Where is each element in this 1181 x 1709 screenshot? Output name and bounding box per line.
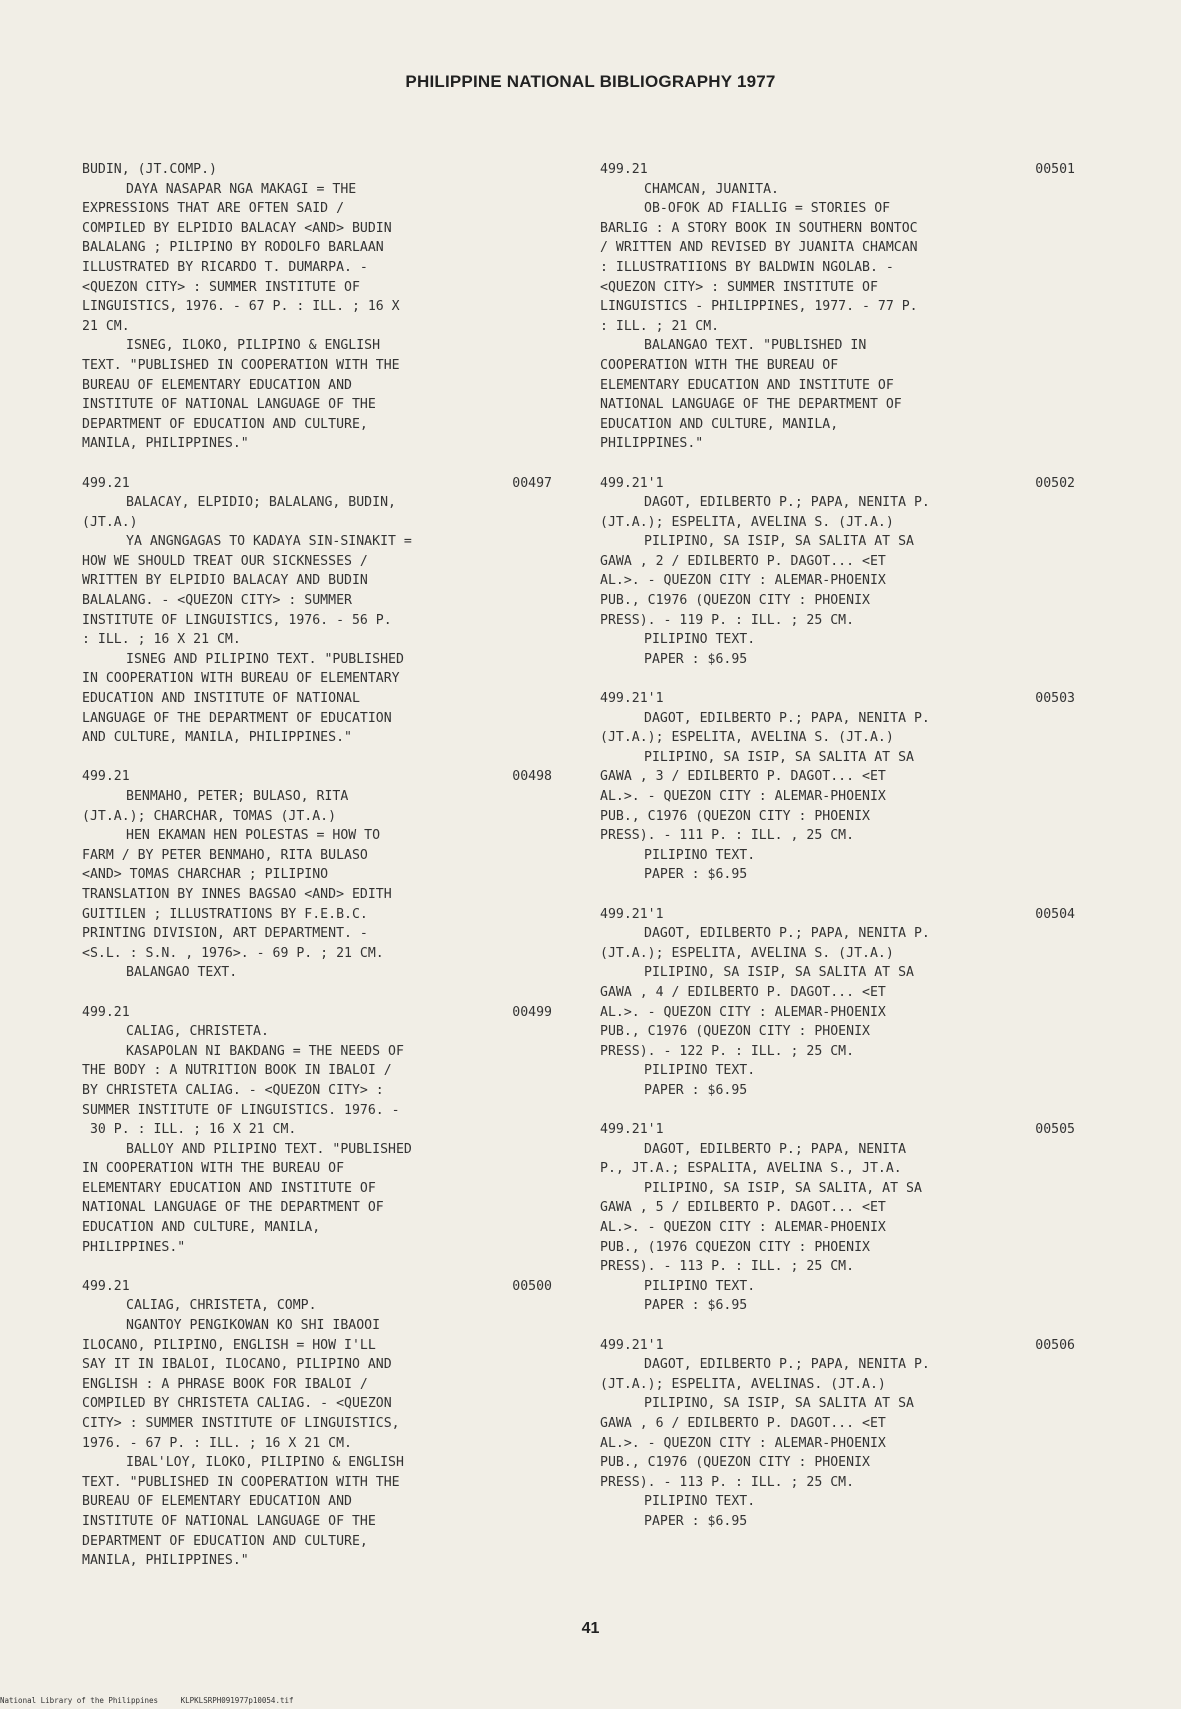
entry-line: DEPARTMENT OF EDUCATION AND CULTURE, (82, 416, 368, 432)
entry-line: AL.>. - QUEZON CITY : ALEMAR-PHOENIX (600, 1435, 886, 1451)
entry-line: COMPILED BY ELPIDIO BALACAY <AND> BUDIN (82, 220, 392, 236)
entry-number: 00506 (1035, 1337, 1075, 1353)
bibliography-entry (600, 160, 1075, 454)
entry-number: 00500 (512, 1278, 552, 1294)
entry-line: BALLOY AND PILIPINO TEXT. "PUBLISHED (126, 1141, 412, 1157)
entry-line: OB-OFOK AD FIALLIG = STORIES OF (644, 201, 891, 217)
entry-line: PRINTING DIVISION, ART DEPARTMENT. - (82, 926, 368, 942)
entry-line: IN COOPERATION WITH BUREAU OF ELEMENTARY (82, 671, 400, 687)
entry-line: HOW WE SHOULD TREAT OUR SICKNESSES / (82, 553, 368, 569)
entry-line: DEPARTMENT OF EDUCATION AND CULTURE, (82, 1533, 368, 1549)
entry-line: BALANGAO TEXT. "PUBLISHED IN (644, 338, 867, 354)
entry-line: DAGOT, EDILBERTO P.; PAPA, NENITA P. (644, 710, 930, 726)
entry-line: KASAPOLAN NI BAKDANG = THE NEEDS OF (126, 1043, 404, 1059)
call-number: 499.21'1 (600, 691, 664, 707)
entry-line: (JT.A.) (82, 514, 138, 530)
entry-line: GAWA , 3 / EDILBERTO P. DAGOT... <ET (600, 769, 886, 785)
entry-line: PRESS). - 122 P. : ILL. ; 25 CM. (600, 1043, 855, 1059)
call-number: 499.21 (600, 162, 648, 177)
entry-line: IBAL'LOY, ILOKO, PILIPINO & ENGLISH (126, 1455, 404, 1471)
entry-line: (JT.A.); ESPELITA, AVELINA S. (JT.A.) (600, 514, 894, 530)
call-number: 499.21 (82, 1278, 130, 1294)
entry-header (82, 767, 552, 787)
bibliography-entry (82, 160, 552, 454)
entry-line: PUB., C1976 (QUEZON CITY : PHOENIX (600, 1024, 870, 1040)
entry-line: CALIAG, CHRISTETA. (126, 1024, 269, 1040)
entry-line: PILIPINO TEXT. (644, 1278, 756, 1294)
entry-line: 30 P. : ILL. ; 16 X 21 CM. (82, 1122, 297, 1138)
entry-line: CHAMCAN, JUANITA. (644, 181, 779, 197)
entry-line: ISNEG, ILOKO, PILIPINO & ENGLISH (126, 338, 381, 354)
entry-line: ILOCANO, PILIPINO, ENGLISH = HOW I'LL (82, 1337, 376, 1353)
entry-line: LINGUISTICS, 1976. - 67 P. : ILL. ; 16 X (82, 299, 400, 315)
entry-line: DAYA NASAPAR NGA MAKAGI = THE (126, 181, 357, 197)
entry-line: TEXT. "PUBLISHED IN COOPERATION WITH THE (82, 1474, 400, 1490)
entry-line: GAWA , 4 / EDILBERTO P. DAGOT... <ET (600, 984, 886, 1000)
entry-line: ELEMENTARY EDUCATION AND INSTITUTE OF (82, 1180, 376, 1196)
entry-line: BALALANG. - <QUEZON CITY> : SUMMER (82, 593, 352, 609)
entry-line: INSTITUTE OF NATIONAL LANGUAGE OF THE (82, 397, 376, 413)
entry-line: AL.>. - QUEZON CITY : ALEMAR-PHOENIX (600, 573, 886, 589)
entry-line: DAGOT, EDILBERTO P.; PAPA, NENITA P. (644, 495, 930, 511)
entry-line: BUREAU OF ELEMENTARY EDUCATION AND (82, 1494, 352, 1510)
entry-line: BALANGAO TEXT. (126, 965, 238, 981)
entry-line: ISNEG AND PILIPINO TEXT. "PUBLISHED (126, 651, 404, 667)
bibliography-entry (600, 689, 1075, 885)
entry-line: PILIPINO TEXT. (644, 1063, 756, 1079)
entry-line: ELEMENTARY EDUCATION AND INSTITUTE OF (600, 377, 894, 393)
entry-header (600, 689, 1075, 709)
entry-line: PUB., (1976 CQUEZON CITY : PHOENIX (600, 1239, 870, 1255)
entry-line: (JT.A.); CHARCHAR, TOMAS (JT.A.) (82, 808, 337, 824)
entry-number: 00504 (1035, 906, 1075, 922)
entry-header (600, 160, 1075, 180)
entry-line: NATIONAL LANGUAGE OF THE DEPARTMENT OF (82, 1200, 384, 1216)
entry-line: CITY> : SUMMER INSTITUTE OF LINGUISTICS, (82, 1416, 400, 1431)
call-number: 499.21 (82, 769, 130, 785)
entry-line: PAPER : $6.95 (644, 651, 748, 667)
entry-line: PRESS). - 119 P. : ILL. ; 25 CM. (600, 612, 855, 628)
bibliography-entry (600, 474, 1075, 670)
entry-line: (JT.A.); ESPELITA, AVELINA S. (JT.A.) (600, 945, 894, 961)
entry-line: : ILL. ; 16 X 21 CM. (82, 632, 241, 648)
bibliography-entry (600, 905, 1075, 1101)
entry-line: <S.L. : S.N. , 1976>. - 69 P. ; 21 CM. (82, 945, 384, 961)
entry-line: PILIPINO TEXT. (644, 632, 756, 648)
entry-line: <QUEZON CITY> : SUMMER INSTITUTE OF (600, 279, 878, 295)
entry-number: 00503 (1035, 691, 1075, 707)
entry-line: PRESS). - 111 P. : ILL. , 25 CM. (600, 828, 855, 844)
entry-line: PILIPINO TEXT. (644, 847, 756, 863)
entry-line: BY CHRISTETA CALIAG. - <QUEZON CITY> : (82, 1082, 384, 1098)
entry-line: LANGUAGE OF THE DEPARTMENT OF EDUCATION (82, 710, 392, 726)
entry-line: PUB., C1976 (QUEZON CITY : PHOENIX (600, 1455, 870, 1471)
page-title: PHILIPPINE NATIONAL BIBLIOGRAPHY 1977 (405, 72, 776, 91)
entry-line: SAY IT IN IBALOI, ILOCANO, PILIPINO AND (82, 1357, 392, 1373)
entry-header (600, 905, 1075, 925)
scan-footer: National Library of the Philippines KLPKLSRPH091977p10054.tif (0, 1696, 294, 1705)
entry-header (600, 1120, 1075, 1140)
left-column (82, 160, 552, 1590)
entry-line: EDUCATION AND CULTURE, MANILA, (600, 416, 839, 432)
entry-number: 00498 (512, 769, 552, 785)
entry-header (82, 474, 552, 494)
right-column (600, 160, 1075, 1551)
entry-line: LINGUISTICS - PHILIPPINES, 1977. - 77 P. (600, 299, 918, 315)
call-number: 499.21 (82, 1004, 130, 1020)
call-number: 499.21'1 (600, 1337, 664, 1353)
entry-number: 00505 (1035, 1122, 1075, 1138)
call-number: 499.21'1 (600, 475, 664, 491)
entry-header (82, 1277, 552, 1297)
entry-line: AL.>. - QUEZON CITY : ALEMAR-PHOENIX (600, 1220, 886, 1236)
entry-line: 21 CM. (82, 318, 130, 334)
bibliography-entry (82, 767, 552, 983)
entry-line: INSTITUTE OF LINGUISTICS, 1976. - 56 P. (82, 612, 392, 628)
entry-line: PAPER : $6.95 (644, 1082, 748, 1098)
entry-line: TRANSLATION BY INNES BAGSAO <AND> EDITH (82, 886, 392, 902)
call-number: 499.21'1 (600, 1122, 664, 1138)
entry-line: ENGLISH : A PHRASE BOOK FOR IBALOI / (82, 1376, 368, 1392)
entry-line: / WRITTEN AND REVISED BY JUANITA CHAMCAN (600, 240, 918, 256)
entry-line: MANILA, PHILIPPINES." (82, 436, 249, 452)
bibliography-entry (600, 1336, 1075, 1532)
entry-line: PAPER : $6.95 (644, 867, 748, 883)
entry-line: IN COOPERATION WITH THE BUREAU OF (82, 1161, 345, 1177)
entry-line: PILIPINO, SA ISIP, SA SALITA AT SA (644, 534, 914, 550)
entry-line: : ILL. ; 21 CM. (600, 318, 720, 334)
entry-number: 00501 (1035, 162, 1075, 177)
entry-line: BALALANG ; PILIPINO BY RODOLFO BARLAAN (82, 240, 384, 256)
entry-line: PHILIPPINES." (600, 436, 704, 452)
entry-line: 1976. - 67 P. : ILL. ; 16 X 21 CM. (82, 1435, 352, 1451)
entry-line: PILIPINO, SA ISIP, SA SALITA AT SA (644, 965, 914, 981)
entry-line: <QUEZON CITY> : SUMMER INSTITUTE OF (82, 279, 360, 295)
entry-line: COOPERATION WITH THE BUREAU OF (600, 357, 839, 373)
entry-line: SUMMER INSTITUTE OF LINGUISTICS. 1976. - (82, 1102, 400, 1118)
entry-line: (JT.A.); ESPELITA, AVELINA S. (JT.A.) (600, 730, 894, 746)
entry-line: PILIPINO, SA ISIP, SA SALITA AT SA (644, 749, 914, 765)
entry-line: PRESS). - 113 P. : ILL. ; 25 CM. (600, 1474, 855, 1490)
entry-number: 00499 (512, 1004, 552, 1020)
entry-line: EDUCATION AND CULTURE, MANILA, (82, 1220, 321, 1236)
entry-line: PILIPINO, SA ISIP, SA SALITA, AT SA (644, 1180, 922, 1196)
entry-line: PAPER : $6.95 (644, 1513, 748, 1529)
entry-line: EDUCATION AND INSTITUTE OF NATIONAL (82, 691, 360, 707)
entry-line: P., JT.A.; ESPALITA, AVELINA S., JT.A. (600, 1161, 902, 1177)
bibliography-entry (82, 1277, 552, 1571)
entry-number: 00502 (1035, 475, 1075, 491)
entry-line: BALACAY, ELPIDIO; BALALANG, BUDIN, (126, 495, 396, 511)
entry-line: BARLIG : A STORY BOOK IN SOUTHERN BONTOC (600, 220, 918, 236)
entry-line: : ILLUSTRATIIONS BY BALDWIN NGOLAB. - (600, 259, 894, 275)
entry-line: CALIAG, CHRISTETA, COMP. (126, 1298, 317, 1314)
call-number: 499.21'1 (600, 906, 664, 922)
entry-line: PUB., C1976 (QUEZON CITY : PHOENIX (600, 593, 870, 609)
entry-header (600, 474, 1075, 494)
entry-line: NGANTOY PENGIKOWAN KO SHI IBAOOI (126, 1318, 381, 1334)
entry-line: INSTITUTE OF NATIONAL LANGUAGE OF THE (82, 1513, 376, 1529)
entry-line: GAWA , 5 / EDILBERTO P. DAGOT... <ET (600, 1200, 886, 1216)
entry-line: ILLUSTRATED BY RICARDO T. DUMARPA. - (82, 259, 368, 275)
entry-line: (JT.A.); ESPELITA, AVELINAS. (JT.A.) (600, 1376, 886, 1392)
entry-line: PILIPINO, SA ISIP, SA SALITA AT SA (644, 1396, 914, 1412)
entry-line: MANILA, PHILIPPINES." (82, 1553, 249, 1569)
entry-line: BUDIN, (JT.COMP.) (82, 162, 217, 177)
entry-line: BENMAHO, PETER; BULASO, RITA (126, 789, 349, 804)
entry-line: PILIPINO TEXT. (644, 1494, 756, 1510)
entry-line: GAWA , 6 / EDILBERTO P. DAGOT... <ET (600, 1416, 886, 1431)
page-number: 41 (581, 1620, 600, 1637)
entry-line: PAPER : $6.95 (644, 1298, 748, 1314)
bibliography-entry (82, 1003, 552, 1258)
entry-line: COMPILED BY CHRISTETA CALIAG. - <QUEZON (82, 1396, 392, 1412)
entry-line: DAGOT, EDILBERTO P.; PAPA, NENITA P. (644, 1357, 930, 1373)
entry-line: WRITTEN BY ELPIDIO BALACAY AND BUDIN (82, 573, 368, 589)
entry-header (600, 1336, 1075, 1356)
bibliography-entry (82, 474, 552, 748)
entry-line: AND CULTURE, MANILA, PHILIPPINES." (82, 730, 352, 746)
bibliography-entry (600, 1120, 1075, 1316)
entry-line: <AND> TOMAS CHARCHAR ; PILIPINO (82, 867, 329, 883)
entry-header (82, 1003, 552, 1023)
entry-line: HEN EKAMAN HEN POLESTAS = HOW TO (126, 828, 381, 844)
call-number: 499.21 (82, 475, 130, 491)
entry-line: FARM / BY PETER BENMAHO, RITA BULASO (82, 847, 368, 863)
entry-line: GUITILEN ; ILLUSTRATIONS BY F.E.B.C. (82, 906, 368, 922)
entry-line: PRESS). - 113 P. : ILL. ; 25 CM. (600, 1259, 855, 1275)
entry-line: AL.>. - QUEZON CITY : ALEMAR-PHOENIX (600, 1004, 886, 1020)
entry-line: DAGOT, EDILBERTO P.; PAPA, NENITA P. (644, 926, 930, 942)
entry-line: BUREAU OF ELEMENTARY EDUCATION AND (82, 377, 352, 393)
entry-line: PHILIPPINES." (82, 1239, 186, 1255)
entry-line: GAWA , 2 / EDILBERTO P. DAGOT... <ET (600, 553, 886, 569)
entry-line: AL.>. - QUEZON CITY : ALEMAR-PHOENIX (600, 789, 886, 804)
entry-number: 00497 (512, 475, 552, 491)
entry-line: PUB., C1976 (QUEZON CITY : PHOENIX (600, 808, 870, 824)
entry-line: DAGOT, EDILBERTO P.; PAPA, NENITA (644, 1141, 907, 1157)
entry-line: THE BODY : A NUTRITION BOOK IN IBALOI / (82, 1063, 392, 1079)
entry-line: YA ANGNGAGAS TO KADAYA SIN-SINAKIT = (126, 534, 412, 550)
entry-line: TEXT. "PUBLISHED IN COOPERATION WITH THE (82, 357, 400, 373)
entry-line: NATIONAL LANGUAGE OF THE DEPARTMENT OF (600, 397, 902, 413)
entry-line: EXPRESSIONS THAT ARE OFTEN SAID / (82, 201, 345, 217)
